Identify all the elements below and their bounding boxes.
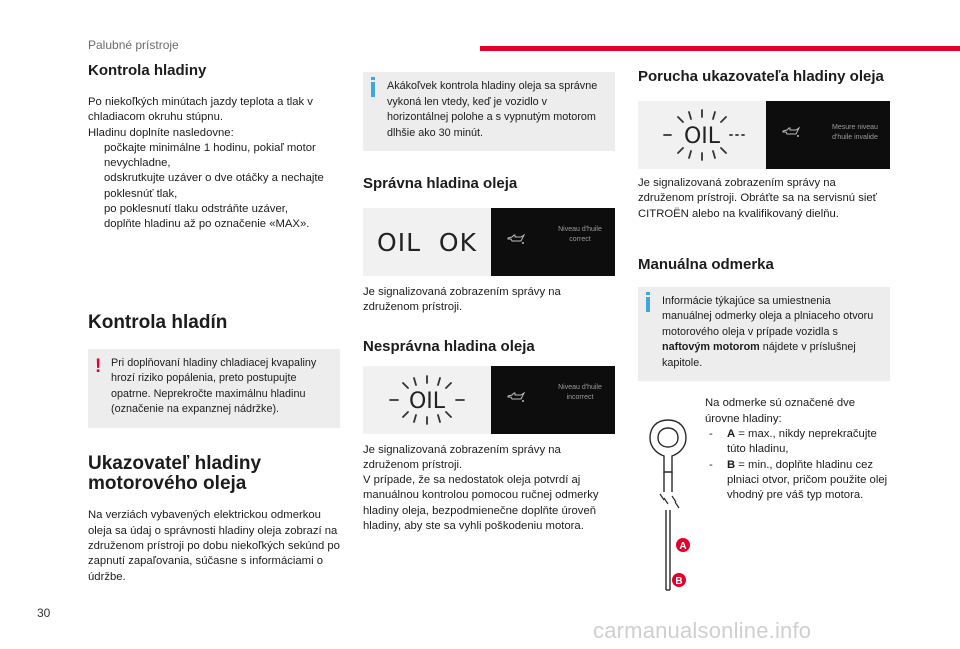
- list-item: po poklesnutí tlaku odstráňte uzáver,: [88, 202, 340, 217]
- cluster-screen: [491, 208, 615, 276]
- svg-text:OIL: OIL: [408, 388, 446, 414]
- bullet-marker: [88, 202, 104, 217]
- porucha-text: Je signalizovaná zobrazením správy na združenom prístroji. Obráťte sa na servisnú sieť CITROËN alebo na kvalifikovaný dielňu.: [638, 177, 877, 220]
- bullet-marker: [88, 217, 104, 232]
- kontrola-hladiny-intro: Po niekoľkých minútach jazdy teplota a tlak v chladiacom okruhu stúpnu.: [88, 96, 313, 124]
- heading-nespravna: Nesprávna hladina oleja: [363, 337, 535, 355]
- column-2: [363, 72, 615, 534]
- nespravna-text-2: V prípade, že sa nedostatok oleja potvrdí aj manuálnou kontrolou pomocou ručnej odmerky hladiny oleja, bezpodmienečne doplňte úroveň hladiny, aby ste sa vyhli poškodeniu motora.: [363, 474, 599, 533]
- list-item: počkajte minimálne 1 hodinu, pokiaľ motor nevychladne,: [88, 141, 340, 172]
- cluster-screen: [766, 101, 890, 169]
- info-note: Informácie týkajúce sa umiestnenia manuálnej odmerky oleja a plniaceho otvoru motorového oleja v prípade vozidla s naftovým motorom nájdete v príslušnej kapitole.: [638, 287, 890, 382]
- mark-a-label: A: [679, 541, 687, 552]
- column-1: [88, 62, 340, 585]
- list-item: - A = max., nikdy neprekračujte túto hladinu,: [709, 427, 877, 456]
- heading-porucha: Porucha ukazovateľa hladiny oleja: [638, 68, 884, 85]
- display-oil-fault: [638, 101, 890, 169]
- screen-message: Mesure niveau d'huile invalide: [832, 124, 878, 141]
- dipstick-description: [705, 396, 891, 503]
- watermark: carmanualsonline.info: [593, 618, 812, 643]
- info-note: [363, 72, 615, 151]
- warning-icon: !: [95, 355, 102, 377]
- kontrola-hladiny-lead: Hladinu doplníte nasledovne:: [88, 126, 234, 139]
- list-item: doplňte hladinu až po označenie «MAX».: [88, 217, 340, 232]
- display-oil-warning: [363, 366, 615, 434]
- heading-manualna: Manuálna odmerka: [638, 255, 774, 273]
- running-header: Palubné prístroje: [88, 38, 179, 52]
- info-icon: [371, 82, 375, 97]
- mark-b-label: B: [675, 576, 683, 587]
- list-item: - B = min., doplňte hladinu cez plniaci otvor, pričom použite olej vhodný pre váš typ motora.: [709, 458, 888, 502]
- header-rule: [480, 46, 960, 51]
- warning-text: Pri doplňovaní hladiny chladiacej kvapaliny hrozí riziko popálenia, preto postupujte opatrne. Neprekročte maximálnu hladinu (označenie na expanznej nádržke).: [111, 356, 317, 416]
- screen-message: Niveau d'huile correct: [558, 226, 602, 243]
- oil-warning-symbol: [363, 366, 491, 434]
- ukazovatel-text: Na verziách vybavených elektrickou odmerkou oleja sa údaj o správnosti hladiny oleja zobrazí na združenom prístroji po dobu niekoľkých sekúnd po zapnutí zapaľovania, súčasne s informáciami o údržbe.: [88, 509, 340, 583]
- screen-message: Niveau d'huile incorrect: [558, 383, 602, 401]
- page-number: 30: [37, 606, 51, 620]
- nespravna-text-1: Je signalizovaná zobrazením správy na združenom prístroji.: [363, 443, 561, 471]
- info-icon: [646, 297, 650, 312]
- warning-note: [88, 349, 340, 428]
- oil-can-icon: [507, 390, 525, 404]
- oil-can-icon: [782, 125, 800, 139]
- heading-ukazovatel: Ukazovateľ hladiny motorového oleja: [88, 452, 262, 494]
- oil-fault-symbol: [638, 101, 766, 169]
- marks-lead: Na odmerke sú označené dve úrovne hladiny:: [705, 397, 856, 425]
- list-item: odskrutkujte uzáver o dve otáčky a nechajte poklesnúť tlak,: [88, 171, 340, 202]
- dipstick-illustration: [642, 414, 698, 600]
- heading-kontrola-hladin: Kontrola hladín: [88, 311, 228, 333]
- bullet-marker: [88, 141, 104, 172]
- info-note-text: Akákoľvek kontrola hladiny oleja sa správne vykoná len vtedy, keď je vozidlo v horizontálnej polohe a s vypnutým motorom dlhšie ako 30 minút.: [387, 80, 598, 139]
- heading-kontrola-hladiny: Kontrola hladiny: [88, 62, 207, 79]
- oil-ok-symbol: OIL OK: [363, 208, 491, 276]
- spravna-text: Je signalizovaná zobrazením správy na združenom prístroji.: [363, 286, 561, 314]
- heading-spravna: Správna hladina oleja: [363, 175, 518, 192]
- oil-fault-icon: [642, 105, 762, 165]
- oil-can-icon: [507, 232, 525, 246]
- svg-text:OIL: OIL: [683, 124, 721, 149]
- bullet-marker: [88, 171, 104, 202]
- oil-flash-icon: [372, 370, 482, 430]
- display-oil-ok: [363, 208, 615, 276]
- cluster-screen: [491, 366, 615, 434]
